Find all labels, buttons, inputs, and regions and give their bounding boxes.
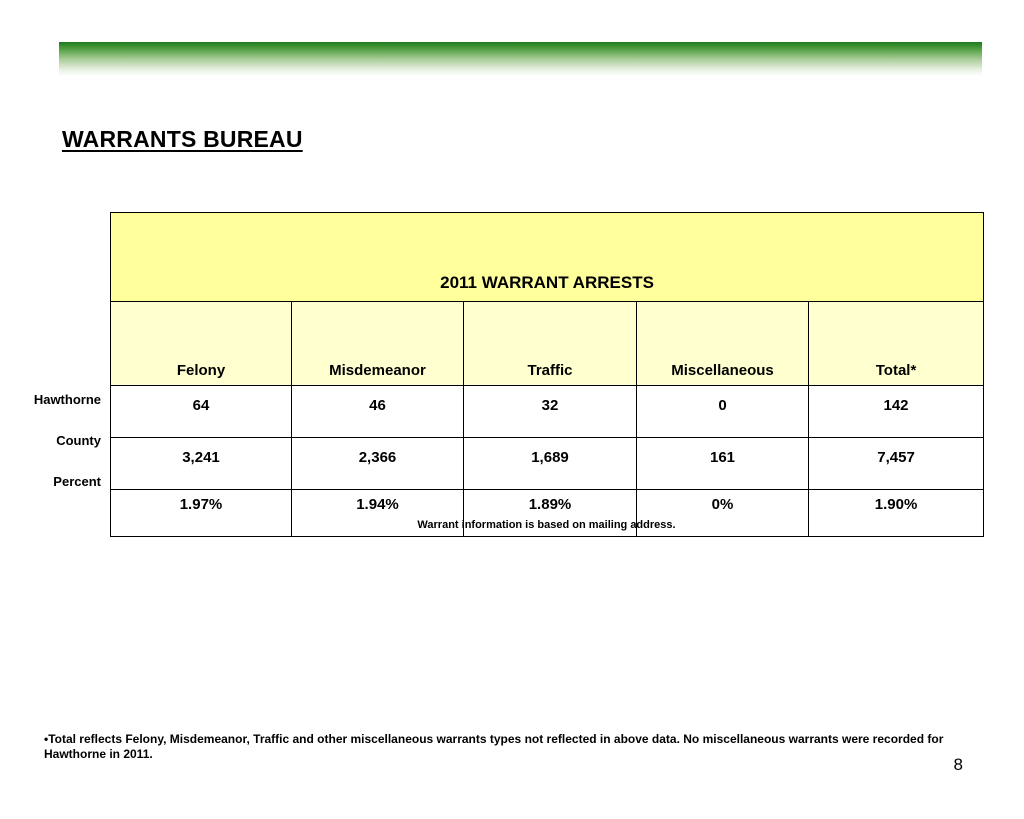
table-cell: 142 (809, 386, 984, 438)
table-cell: 1.90% (809, 490, 984, 537)
footnote: •Total reflects Felony, Misdemeanor, Traffic and other miscellaneous warrants types not reflected in above data. No miscellaneous warrants were recorded for Hawthorne in 2011. (44, 732, 944, 761)
row-label-hawthorne: Hawthorne (33, 392, 101, 407)
table-cell: 161 (637, 438, 809, 490)
column-header-total: Total* (809, 302, 984, 386)
table-note: Warrant information is based on mailing address. (417, 519, 676, 531)
table-cell: 64 (111, 386, 292, 438)
table-cell: 7,457 (809, 438, 984, 490)
row-label-county: County (56, 433, 101, 448)
table-cell: 3,241 (111, 438, 292, 490)
column-header-miscellaneous: Miscellaneous (637, 302, 809, 386)
table-cell: 1.94% (292, 490, 464, 537)
column-header-traffic: Traffic (464, 302, 637, 386)
table-title: 2011 WARRANT ARRESTS (111, 213, 984, 302)
page-number: 8 (953, 755, 963, 774)
header-band (59, 42, 982, 76)
page-title: WARRANTS BUREAU (62, 126, 303, 152)
table-cell: 0% (637, 490, 809, 537)
row-label-percent: Percent (53, 474, 101, 489)
column-header-felony: Felony (111, 302, 292, 386)
table-row-hawthorne (111, 386, 984, 438)
warrant-arrests-table (110, 212, 984, 537)
table-header-row (111, 302, 984, 386)
table-cell: 46 (292, 386, 464, 438)
table-cell: 1.97% (111, 490, 292, 537)
table-row-county (111, 438, 984, 490)
column-header-misdemeanor: Misdemeanor (292, 302, 464, 386)
table-cell: 32 (464, 386, 637, 438)
table-title-row (111, 213, 984, 302)
table-cell: 2,366 (292, 438, 464, 490)
table-cell: 1.89% (464, 490, 637, 537)
table-cell: 0 (637, 386, 809, 438)
table-cell: 1,689 (464, 438, 637, 490)
